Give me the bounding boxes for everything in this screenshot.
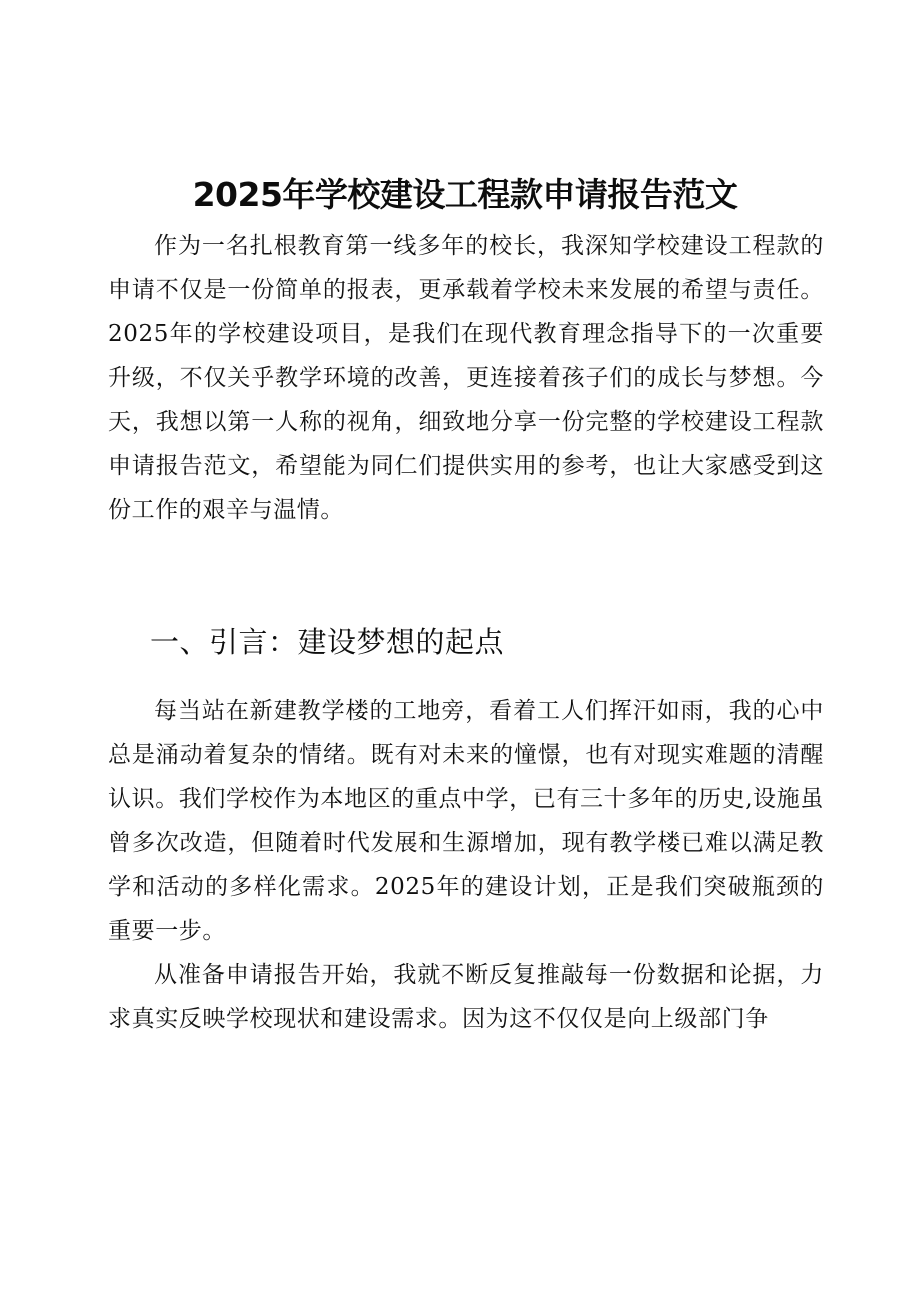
body-paragraph: 从准备申请报告开始，我就不断反复推敲每一份数据和论据，力求真实反映学校现状和建设需求。因为这不仅仅是向上级部门争 — [108, 962, 824, 1032]
intro-paragraph: 作为一名扎根教育第一线多年的校长，我深知学校建设工程款的申请不仅是一份简单的报表，更承载着学校未来发展的希望与责任。2025年的学校建设项目，是我们在现代教育理念指导下的一次重要升级，不仅关乎教学环境的改善，更连接着孩子们的成长与梦想。今天，我想以第一人称的视角，细致地分享一份完整的学校建设工程款申请报告范文，希望能为同仁们提供实用的参考，也让大家感受到这份工作的艰辛与温情。 — [108, 233, 824, 523]
document-title: 2025年学校建设工程款申请报告范文 — [192, 175, 738, 214]
section-heading: 一、引言：建设梦想的起点 — [150, 625, 505, 659]
body-paragraph: 每当站在新建教学楼的工地旁，看着工人们挥汗如雨，我的心中总是涌动着复杂的情绪。既有对未来的憧憬，也有对现实难题的清醒认识。我们学校作为本地区的重点中学，已有三十多年的历史,设施虽曾多次改造，但随着时代发展和生源增加，现有教学楼已难以满足教学和活动的多样化需求。2025年的建设计划，正是我们突破瓶颈的重要一步。 — [108, 698, 824, 944]
